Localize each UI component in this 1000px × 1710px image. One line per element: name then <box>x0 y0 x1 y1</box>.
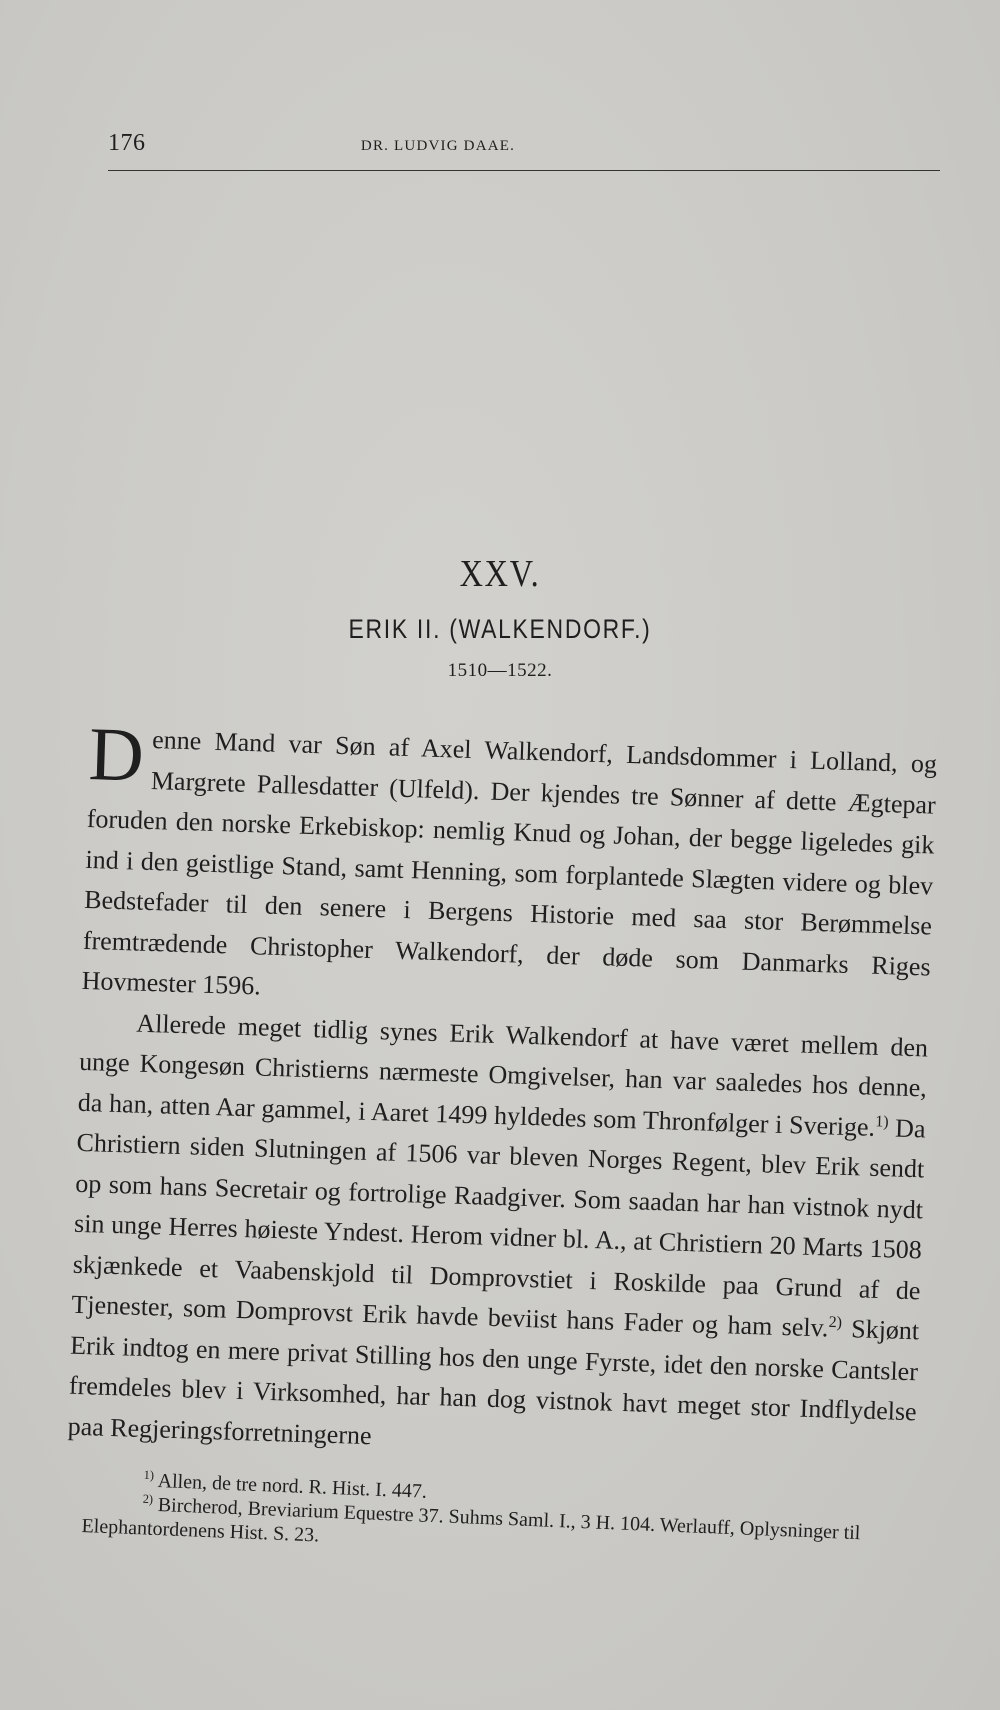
footnote-2-marker: 2) <box>142 1491 154 1507</box>
footnote-ref-2[interactable]: 2) <box>828 1313 843 1332</box>
page-header <box>108 126 940 172</box>
page-number: 176 <box>108 130 146 156</box>
paragraph-2 <box>67 1001 929 1473</box>
header-rule <box>108 170 940 171</box>
paragraph-1 <box>81 712 938 1028</box>
chapter-dates: 1510—1522. <box>447 660 553 681</box>
body-text <box>67 712 938 1473</box>
chapter-number: XXV. <box>459 553 541 595</box>
drop-cap: D <box>87 712 146 798</box>
chapter-title: ERIK II. (WALKENDORF.) <box>348 614 652 644</box>
running-head: DR. LUDVIG DAAE. <box>360 138 516 154</box>
footnote-1-text: Allen, de tre nord. R. Hist. I. 447. <box>153 1469 428 1503</box>
paragraph-1-text: enne Mand var Søn af Axel Walkendorf, Landsdommer i Lolland, og Margrete Pallesdatter (Ulfeld). Der kjendes tre Sønner af dette Ægtepar foruden den norske Erkebiskop: nemlig Knud og Johan, der begge ligeledes gik ind i den geistlige Stand, samt Henning, som forplantede Slægten videre og blev Bedstefader til den senere i Bergens Historie med saa stor Berømmelse fremtrædende Christopher Walkendorf, der døde som Danmarks Riges Hovmester 1596. <box>81 724 938 1001</box>
paragraph-2-text-a: Allerede meget tidlig synes Erik Walkendorf at have været mellem den unge Kongesøn Christierns nærmeste Omgivelser, han var saaledes hos denne, da han, atten Aar gammel, i Aaret 1499 hyldedes som Thronfølger i Sverige. <box>77 1008 929 1142</box>
footnote-ref-1[interactable]: 1) <box>874 1112 889 1131</box>
footnote-2-text: Bircherod, Breviarium Equestre 37. Suhms Saml. I., 3 H. 104. Werlauff, Oplysninger til Elephantordenens Hist. S. 23. <box>81 1493 861 1547</box>
footnotes <box>81 1466 943 1572</box>
paragraph-2-text-b: Da Christiern siden Slutningen af 1506 var bleven Norges Regent, blev Erik sendt op som hans Secretair og fortrolige Raadgiver. Som saadan har han vistnok nydt sin unge Herres høieste Yndest. Herom vidner bl. A., at Christiern 20 Marts 1508 skjænkede et Vaabenskjold til Domprovstiet i Roskilde paa Grund af de Tjenester, som Domprovst Erik havde beviist hans Fader og ham selv. <box>71 1112 926 1343</box>
footnote-1-marker: 1) <box>143 1467 155 1483</box>
paragraph-2-text-c: Skjønt Erik indtog en mere privat Stilling hos den unge Fyrste, idet den norske Cantsler fremdeles blev i Virksomhed, har han dog vistnok havt meget stor Indflydelse paa Regjeringsforretningerne <box>67 1313 920 1450</box>
